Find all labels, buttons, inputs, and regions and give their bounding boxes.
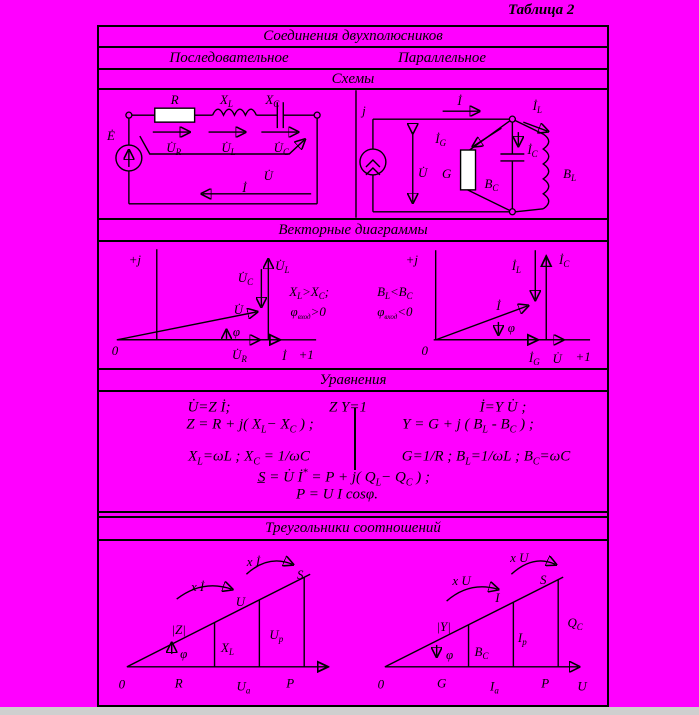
label-times-I-2: x İ [246,554,261,570]
label-QC-rtri: $Q_C$ [567,614,583,632]
equation-susceptances: G=1/R ; $B_L=1/\omega L$ ; $B_C=\omega C$ [401,448,571,468]
label-U-parallel: U̇ [418,164,428,180]
label-Z-modulus: |Z| [171,621,186,637]
label-BC: $B_C$ [484,175,499,193]
label-phi-left: φ [232,323,241,339]
equation-admittance: Y = G + j ( $B_L - B_C$ ) ; [402,416,534,436]
label-resistor-R: R [170,92,179,108]
label-P-rtri: P [541,675,550,691]
header-connections-text: Соединения двухполюсников [263,28,443,44]
header-equations [99,370,607,392]
label-U-vec: U̇ [233,301,244,317]
table [97,25,609,707]
susceptance-coil-symbol [543,134,548,209]
equation-U-ZI: U̇=Z İ; [187,399,231,416]
header-vector-diagrams [99,220,607,242]
relation-triangles [99,541,607,705]
label-Up-ltri: $U_p$ [269,626,284,644]
condition-phi-negative: $\varphi_{вход}<0$ [377,303,413,321]
label-phi-ltri: φ [180,645,188,661]
equation-I-YU: İ=Y U̇ ; [479,399,527,416]
label-UR: $U̇_R$ [166,140,182,157]
circuits-row [99,90,607,220]
label-U-ltri: U [235,594,246,610]
label-Y-modulus: |Y| [436,618,451,634]
label-P-ltri: P [286,675,295,691]
header-parallel: Параллельное [397,49,487,66]
label-phi-rtri: φ [446,646,454,662]
node-terminal [314,112,320,118]
label-UL: $U̇_L$ [221,140,236,157]
label-UC-vec: $U̇_C$ [237,270,254,288]
label-origin-left: 0 [111,342,119,358]
label-U-vec-right: U̇ [552,350,562,366]
label-R-ltri: R [174,675,183,691]
IG-arrow [474,128,502,146]
header-connections [99,27,607,48]
label-BL: $B_L$ [563,165,577,183]
triangle-labels [119,550,589,695]
header-vector-diagrams-text: Векторные диаграммы [278,221,428,238]
label-UC: $U̇_C$ [273,140,289,157]
current-source-symbol [360,149,386,175]
label-origin-ltri: 0 [118,676,126,692]
label-Ia-rtri: $I_a$ [490,678,499,696]
label-G: G [441,165,452,181]
equation-impedance: Z = R + j( $X_L- X_C$ ) ; [186,416,314,436]
label-U-axis-rtri: U [577,678,587,694]
label-IG: $İ_G$ [435,131,447,149]
label-I-parallel: İ [457,93,462,109]
condition-XL-XC: $X_L>X_C$; [289,284,330,302]
vector-diagrams [99,242,607,368]
label-S-rtri: S [540,572,547,588]
label-times-U-1: x U [452,573,471,589]
condition-phi-positive: $\varphi_{вход}>0$ [290,303,326,321]
label-times-I-1: x İ [190,579,205,595]
conductance-symbol [461,150,476,190]
header-equations-text: Уравнения [319,371,387,388]
label-U-total: U̇ [263,167,274,183]
label-I-vec-right: İ [496,297,501,313]
times-U-arc [447,587,498,601]
label-XC: $X_C$ [265,92,280,110]
label-UR-vec: $U̇_R$ [232,346,247,364]
node-terminal [509,116,515,122]
triangles-row [99,541,607,705]
label-origin-rtri: 0 [377,676,385,692]
equations-cell [99,392,607,513]
circuit-diagrams [99,90,607,218]
label-plus-j-left: +j [128,252,142,268]
label-emf-E: Ė [106,128,115,144]
label-Ua-ltri: $U_a$ [236,678,251,696]
label-I-rtri: I [495,590,500,606]
label-plus-j-right: +j [405,252,418,268]
label-I-vec-left: İ [282,347,287,363]
label-plus-1-right: +1 [575,348,591,364]
label-UL-vec: $U̇_L$ [275,258,290,276]
resistor-symbol [155,108,195,122]
label-current-source-j: j [362,103,366,119]
series-vector-diagram [117,249,316,340]
equation-ZY-1: Z Y=1 [328,399,368,416]
header-schemes-text: Схемы [331,70,375,87]
label-plus-1-left: +1 [298,346,314,362]
equation-complex-power: S̲ = U̇ İ* = P + j( $Q_L- Q_C$ ) ; [257,467,431,489]
hypotenuse [127,574,310,667]
label-S-ltri: S [296,567,304,583]
parallel-circuit [360,111,549,215]
bottom-gray-strip [0,707,699,715]
label-BC-rtri: $B_C$ [474,643,489,661]
label-IC: $İ_C$ [527,142,538,159]
label-XL: $X_L$ [220,92,233,110]
label-IC-vec: $İ_C$ [559,252,570,270]
equation-active-power: P = U I cosφ. [296,486,378,503]
equations-divider [354,408,356,470]
node-terminal [126,112,132,118]
vector-diagrams-row [99,242,607,370]
table-caption: Таблица 2 [508,2,575,18]
header-columns [99,48,607,70]
label-origin-right: 0 [421,342,428,358]
node-terminal [509,209,515,215]
equation-reactances: $X_L=\omega L$ ; $X_C = 1/\omega C$ [188,448,310,468]
label-XL-ltri: $X_L$ [221,639,234,657]
label-IL-vec: $İ_L$ [511,258,522,276]
label-phi-right: φ [507,319,515,335]
label-Ip-rtri: $I_p$ [517,629,527,647]
label-G-rtri: G [436,675,447,691]
label-times-U-2: x U [510,550,529,566]
header-triangles-text: Треугольники соотношений [265,520,441,536]
condition-BL-BC: $B_L<B_C$ [377,284,413,302]
header-triangles [99,518,607,541]
label-IL: $İ_L$ [532,98,542,116]
inductor-symbol [213,109,257,115]
label-IG-vec: $İ_G$ [528,349,540,367]
series-circuit [116,102,320,204]
header-schemes [99,70,607,90]
header-series: Последовательное [169,49,289,66]
label-I-series: İ [242,179,247,195]
